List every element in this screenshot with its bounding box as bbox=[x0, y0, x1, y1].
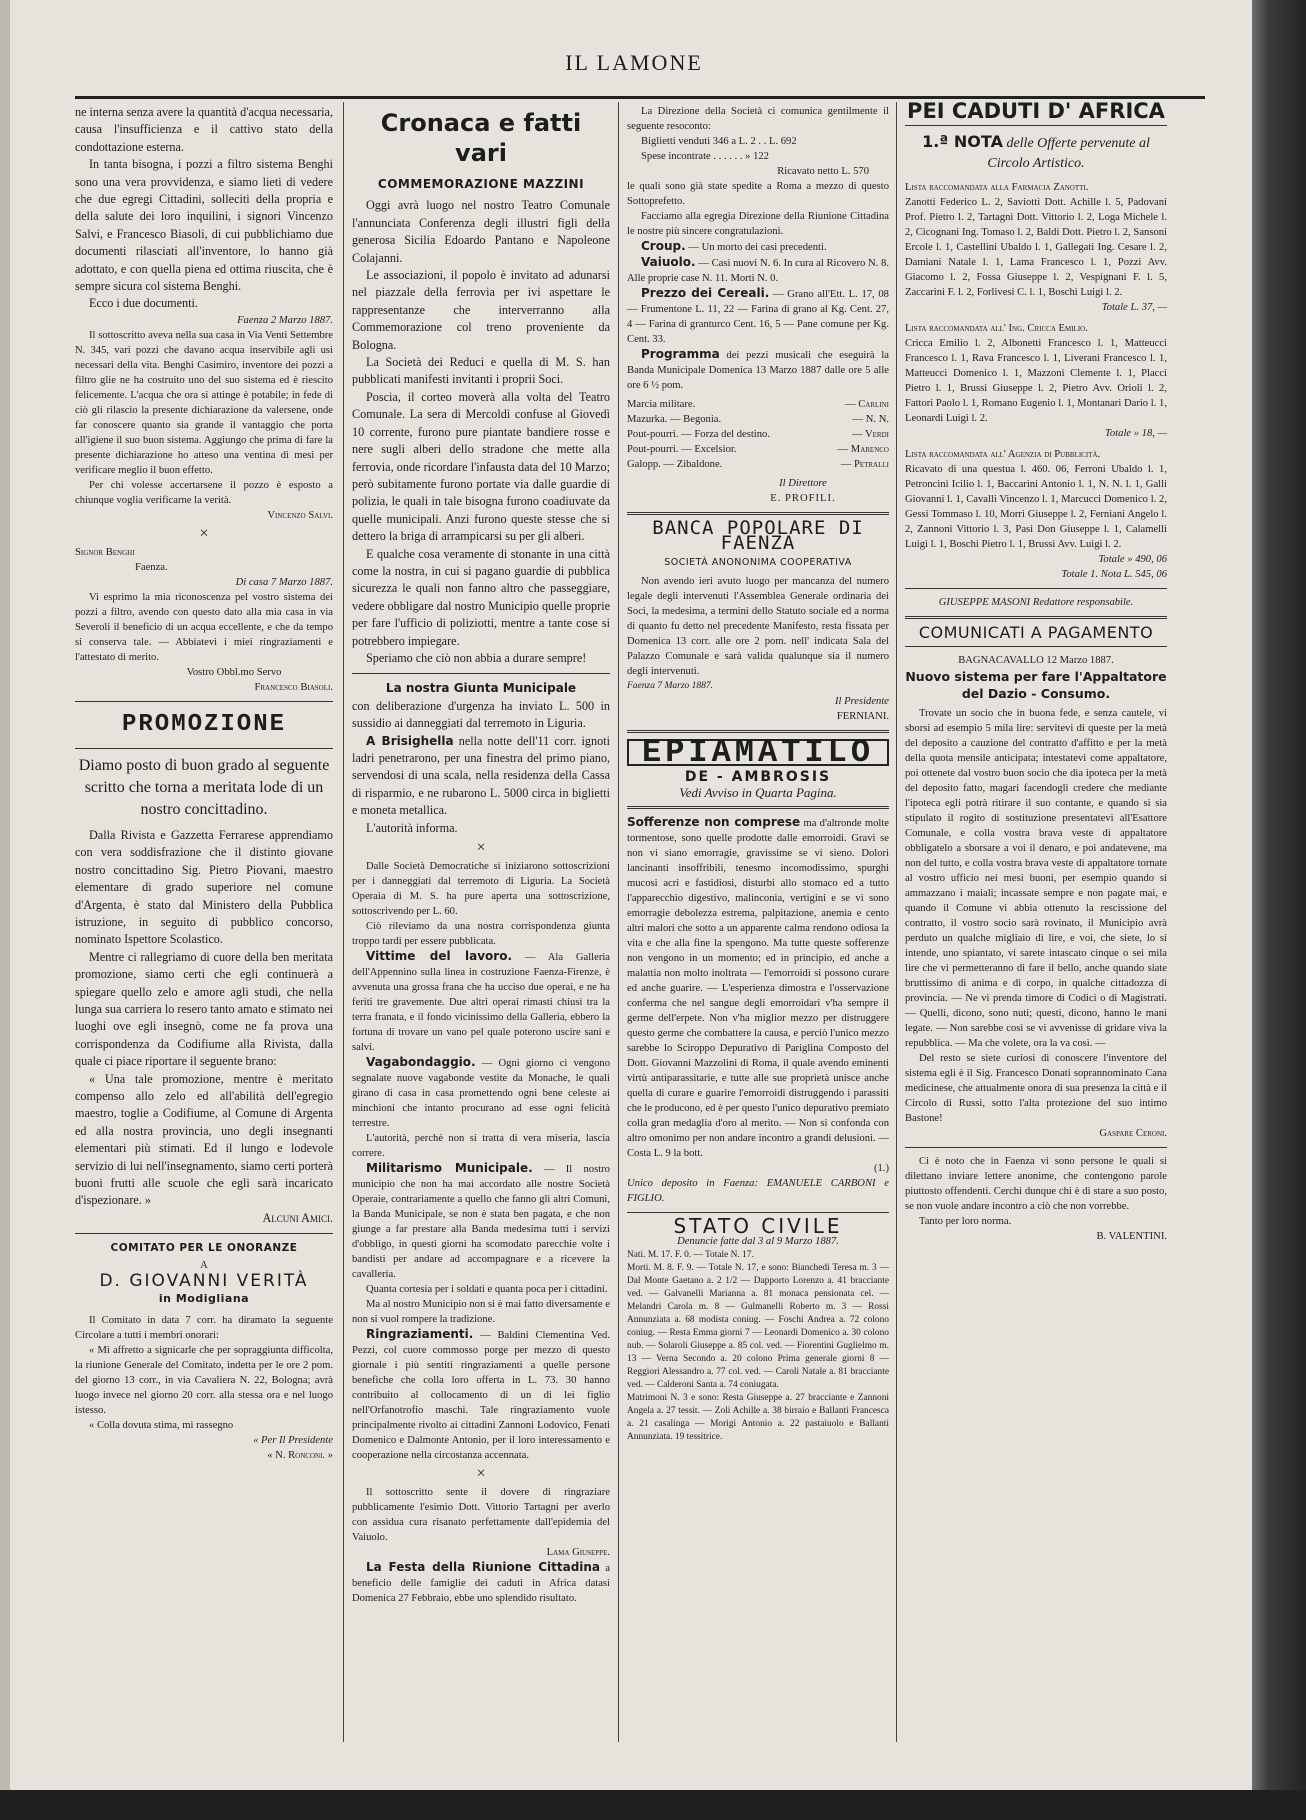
programma-piece: Mazurka. — Begonia. bbox=[627, 414, 722, 425]
programma-composer: — N. N. bbox=[852, 414, 889, 425]
programma-composer: — Marenco bbox=[837, 444, 889, 455]
section-rule bbox=[905, 616, 1167, 619]
promozione-heading: PROMOZIONE bbox=[121, 710, 287, 738]
column-1: ne interna senza avere la quantità d'acqua necessaria, causa l'insufficienza e il cattivo stato della condottazione esterna. In tanta bisogna, i pozzi a filtro sistema Benghi sono una vera provvidenza, e siamo lieti di vedere che due egregi Cittadini, solleciti della propria e della salute dei loro inquilini, i signori Vincenzo Salvi, e Francesco Biasoli, di cui pubblichiamo due documenti rilasciati all'inventore, lo hanno già adottato, e con quella piena ed ottima riuscita, che è sempre sicura col sistema Benghi. Ecco i due documenti. Faenza 2 Marzo 1887. Il sottoscritto aveva nella sua casa in Via Venti Settembre N. 345, vari pozzi che davano acqua inservibile agli usi necessari della vita. Benghi Casimiro, inventore dei pozzi a filtro glie ne ha costruito uno del suo sistema ed è riescito felicemente. L'acqua che ora si attinge è potabile; in fede di ciò gli rilascio la presente dichiarazione da valersene, onde far conoscere quanto sia grande il vantaggio che porta all'igiene il suo buon sistema. Aggiungo che prima di fare la presente dichiarazione ho atteso una ventina di mesi per verificare meglio il buon effetto. Per chi volesse accertarsene il pozzo è esposto a chiunque voglia verificarne la verità. Vincenzo Salvi. × Signor Benghi Faenza. Di casa 7 Marzo 1887. Vi esprimo la mia riconoscenza pel vostro sistema dei pozzi a filtro, avendo con questo dato alla mia casa in via Severoli il beneficio di un acqua eccellente, e che da tempo si conserva tale. — Abbiatevi i miei ringraziamenti e l'attestato di merito. Vostro Obbl.mo Servo Francesco Biasoli. PROMOZIONE Diamo posto di buon grado al seguente scritto che torna a meritata lode di un nostro concittadino. Dalla Rivista e Gazzetta Ferrarese apprendiamo con vera soddisfrazione che il distinto giovane nostro concittadino Sig. Pietro Piovani, maestro elementare di grado superiore nel comune d'Argenta, è stato dal Ministero della Pubblica istruzione, in seguito di pubblico concorso, nominato Ispettore Scolastico. Mentre ci rallegriamo di cuore della ben meritata promozione, siamo certi che egli continuerà a spiegare quello zelo e amore agli studi, che nella lunga sua carriera lo resero tanto amato e stimato nei luoghi ove egli insegnò, come ne fa prova una corrispondenza da Codifiume alla Rivista, dalla quale ci piace riportare il seguente brano: « Una tale promozione, mentre è meritato compenso allo zelo ed all'abilità dell'egregio maestro, toglie a Codifiume, al Comune di Argenta ed alla nostra provincia, uno degli insegnanti elementari più stimati. Ed il lungo e lodevole servizio di lui nell'insegnamento, siamo certi porterà buoni frutti alle scuole che egli sarà incaricato d'ispezionare. » Alcuni Amici. COMITATO PER LE ONORANZE A D. GIOVANNI VERITÀ in Modigliana Il Comitato in data 7 corr. ha diramato la seguente Circolare a tutti i membri onorari: « Mi affretto a signicarle che per sopraggiunta difficolta, la riunione Generale del Comitato, indetta per le ore 2 pom. del giorno 13 corr., in via Cavaliera N. 22, Bologna; avrà luogo invece nel giorno 20 corr. alla stessa ora e nel luogo istesso. « Colla dovuta stima, mi rassegno « Per Il Presidente « N. Ronconi. » bbox=[75, 105, 333, 1462]
signature: Vincenzo Salvi. bbox=[267, 509, 333, 521]
signature: Alcuni Amici. bbox=[262, 1210, 333, 1225]
separator-cross: × bbox=[476, 1465, 486, 1483]
section-rule bbox=[75, 748, 333, 749]
lista-1: Lista raccomandata alla Farmacia Zanotti. Zanotti Federico L. 2, Saviotti Dott. Achille l. 5, Padovani Prof. Pietro l. 2, Tartagni Dott. Vittorio l. 2, Loga Michele l. 2, Cicognani Ing. Tomaso l. 2, Baldi Dott. Pietro l. 2, Sansoni Ercole l. 1, Castellini Ubaldo l. 1, Gallegati Ing. Cesare l. 2, Damiani Natale l. 1, Lama Francesco l. 1, Pozzi Avv. Giacomo l. 2, Fossa Giuseppe l. 2, Vespignani F. l. 5, Zaccarini F. l. 2, Forlivesi C. l. 1, Boschi Luigi l. 2. Totale L. 37, — bbox=[905, 182, 1167, 313]
separator-cross: × bbox=[476, 839, 486, 857]
redattore-responsabile: GIUSEPPE MASONI Redattore responsabile. bbox=[938, 597, 1134, 608]
programma-list bbox=[627, 397, 889, 472]
document-1: Il sottoscritto aveva nella sua casa in Via Venti Settembre N. 345, vari pozzi che davano acqua inservibile agli usi necessari della vita. Benghi Casimiro, inventore dei pozzi a filtro glie ne ha costruito uno del suo sistema ed è riescito felicemente. L'acqua che ora si attinge è potabile; in fede di ciò gli rilascio la presente dichiarazione da valersene, onde far conoscere quanto sia grande il vantaggio che porta all'igiene il suo buon sistema. Aggiungo che prima di fare la presente dichiarazione ho atteso una ventina di mesi per verificare meglio il buon effetto. Per chi volesse accertarsene il pozzo è esposto a chiunque voglia verificarne la verità. bbox=[75, 329, 333, 506]
comitato-body: Il Comitato in data 7 corr. ha diramato la seguente Circolare a tutti i membri onorari: « Mi affretto a signicarle che per sopraggiunta difficolta, la riunione Generale del Comitato, indetta per le ore 2 pom. del giorno 13 corr., in via Cavaliera N. 22, Bologna; avrà luogo invece nel giorno 20 corr. alla stessa ora e nel luogo istesso. « Colla dovuta stima, mi rassegno « Per Il Presidente « N. Ronconi. » bbox=[75, 1315, 333, 1462]
document-2: Signor Benghi Faenza. Di casa 7 Marzo 1887. Vi esprimo la mia riconoscenza pel vostro sistema dei pozzi a filtro, avendo con questo dato alla mia casa in via Severoli il beneficio di un acqua eccellente, e che da tempo si conserva tale. — Abbiatevi i miei ringraziamenti e l'attestato di merito. Vostro Obbl.mo Servo Francesco Biasoli. bbox=[75, 546, 333, 693]
section-rule bbox=[75, 701, 333, 702]
banca-heading: BANCA POPOLARE DI FAENZA bbox=[652, 517, 864, 554]
section-rule bbox=[905, 125, 1167, 126]
article-continued: ne interna senza avere la quantità d'acqua necessaria, causa l'insufficienza e il cattivo stato della condottazione esterna. In tanta bisogna, i pozzi a filtro sistema Benghi sono una vera provvidenza, e siamo lieti di vedere che due egregi Cittadini, solleciti della propria e della salute dei loro inquilini, i signori Vincenzo Salvi, e Francesco Biasoli, di cui pubblichiamo due documenti rilasciati all'inventore, lo hanno già adottato, e con quella piena ed ottima riuscita, che è sempre sicura col sistema Benghi. Ecco i due documenti. bbox=[75, 105, 333, 311]
programma-composer: — Verdi bbox=[851, 429, 889, 440]
ringraziamenti-heading: Ringraziamenti. bbox=[366, 1327, 474, 1342]
programma-composer: — Carlini bbox=[844, 399, 889, 410]
programma-item bbox=[627, 442, 889, 457]
grand-total: Totale 1. Nota L. 545, 06 bbox=[1061, 569, 1167, 580]
section-rule bbox=[627, 730, 889, 733]
programma-item bbox=[627, 427, 889, 442]
comunicato-2-body: Ci è noto che in Faenza vi sono persone le quali si dilettano inviare lettere anonime, che contengono parole piuttosto offendenti. Cerchi dunque chi è di stare a suo posto, se non vuole andare incontro a ciò che non vorrebbe. Tanto per loro norma. B. VALENTINI. bbox=[905, 1156, 1167, 1242]
lista-2: Lista raccomandata all' Ing. Cricca Emilio. Cricca Emilio l. 2, Albonetti Francesco l. 1, Matteucci Francesco l. 1, Rava Francesco l. 1, Liverani Francesco l. 1, Matteucci Domenico l. 1, Mazzoni Clemente l. 1, Placci Pietro l. 1, Brussi Giuseppe l. 2, Pietro Avv. Orioli l. 2, Fattori Paolo l. 1, Romano Eugenio l. 1, Montanari Dario l. 1, Leonardi Luigi l. 2. Totale » 18, — bbox=[905, 323, 1167, 439]
programma-piece: Marcia militare. bbox=[627, 399, 696, 410]
promozione-lead: Diamo posto di buon grado al seguente scritto che torna a meritata lode di un nostro concittadino. bbox=[78, 756, 330, 818]
brisighella-heading: A Brisighella bbox=[366, 733, 454, 748]
resoconto-table: Biglietti venduti 346 a L. 2 . . L. 692 Spese incontrate . . . . . . » 122 Ricavato netto L. 570 bbox=[641, 136, 869, 177]
caduti-africa-heading: PEI CADUTI D' AFRICA bbox=[907, 99, 1165, 123]
mazzini-heading: COMMEMORAZIONE MAZZINI bbox=[377, 177, 585, 191]
epiamatilo-heading: EPIAMATILO bbox=[627, 739, 889, 766]
column-divider bbox=[618, 102, 619, 1742]
section-rule bbox=[75, 1233, 333, 1234]
section-rule bbox=[627, 512, 889, 515]
masthead: IL LAMONE bbox=[565, 50, 703, 75]
nuovo-sistema-heading: Nuovo sistema per fare l'Appaltatore del Dazio - Consumo. bbox=[905, 669, 1167, 701]
column-divider bbox=[343, 102, 344, 1742]
comitato-name: D. GIOVANNI VERITÀ bbox=[99, 1270, 309, 1291]
comitato-heading: COMITATO PER LE ONORANZE bbox=[110, 1242, 298, 1255]
comunicati-heading: COMUNICATI A PAGAMENTO bbox=[918, 623, 1154, 642]
section-rule bbox=[352, 673, 610, 674]
vittime-heading: Vittime del lavoro. bbox=[366, 949, 513, 964]
mazzini-article: Oggi avrà luogo nel nostro Teatro Comunale l'annunciata Conferenza degli illustri figli della generosa Sicilia Edoardo Pantano e Napoleone Colajanni. Le associazioni, il popolo è invitato ad adunarsi nel piazzale della ferrovia per ivi aspettare le rappresentanze che interverranno alla Commemorazione col treno proveniente da Bologna. La Società dei Reduci e quella di M. S. han pubblicati manifesti invitanti i proprii Soci. Poscia, il corteo moverà alla volta del Teatro Comunale. La sera di Mercoldì confuse al Giovedì 10 corrente, furono pure piantate bandiere rosse e nere sugli alberi dello stradone che mette alla ferrovia, onde ricordare l'infausta data del 10 Marzo; però subitamente furono portate via dalle guardie di polizia, le quali in tale bisogna furono coadiuvate da quelle municipali. Anzi furono queste stesse che si dettero la briga di arrampicarsi su per gli alberi. E qualche cosa veramente di stonante in una città come la nostra, in cui si pagano guardie di pubblica sicurezza le quali non fanno altro che passeggiare, vedere obbligare dal nostro Municipio quelle proprie per fare l'ufficio di poliziotti, mentre a tante cose si potrebbero impiegare. Speriamo che ciò non abbia a durare sempre! bbox=[352, 198, 610, 665]
comunicato-body: Trovate un socio che in buona fede, e senza cautele, vi sborsi ad esempio 5 mila lire: servitevi di queste per la metà del deposito a cauzione del contratto d'affitto e per la metà della quota mensile anticipata; intestatevi come appaltatore, poi ottenete dal vostro buon socio che dia ipoteca per la metà del deposito fatto, magari facendogli credere che mediante l'ipoteca egli potrà ritirare il suo contante, e quando si sia stipulato il rogito di sostituzione presentatevi all'Esattore Comunale, e colla vostra brava veste di appaltatore obbligatelo a sborsare a voi il denaro, e poi andatevene, ma non del tutto, e colla vostra brava veste di appaltatore tornate al vostro ufficio nei mesi buoni, per esempio quando si ammazzano i maiali; incassate sempre e non pagate mai, e quando il Comune vi abbia ottenuto la rescissione del contratto, il vostro socio sarà rovinato, il Municipio avrà perduto un qualche migliaio di lire, e voi, che siete, lo si intende, uno spiantato, vi sarete intascato cinque o sei mila lire che vi permetteranno di fare il bello, anche quando siate bruttissimo di anima e di corpo, in qualche cittadozza di provincia. — Ne vi prenda timore di Codici o di Magistrati. — Quelli, dicono, sono nuti; questi, dicono, hanno le mani legate. — Non sarebbe così se vi avvenisse di gridare viva la repubblica. — Ma che volete, ora la va così. — Del resto se siete curiosi di conoscere l'inventore del sistema egli è il Sig. Francesco Donati soprannominato Cana medicinese, che attualmente onora di sua presenza la città e il Circolo di Russi, sotto l'alta protezione del suo intimo Bastone! Gaspare Ceroni. bbox=[905, 708, 1167, 1139]
column-divider bbox=[896, 102, 897, 1742]
binding-edge bbox=[0, 0, 10, 1790]
section-rule bbox=[905, 1147, 1167, 1148]
document-date: Faenza 2 Marzo 1887. bbox=[237, 314, 333, 326]
column-4: PEI CADUTI D' AFRICA 1.ª NOTA delle Offerte pervenute al Circolo Artistico. Lista raccomandata alla Farmacia Zanotti. Zanotti Federico L. 2, Saviotti Dott. Achille l. 5, Padovani Prof. Pietro l. 2, Tartagni Dott. Vittorio l. 2, Loga Michele l. 2, Cicognani Ing. Tomaso l. 2, Baldi Dott. Pietro l. 2, Sansoni Ercole l. 1, Castellini Ubaldo l. 1, Gallegati Ing. Cesare l. 2, Damiani Natale l. 1, Lama Francesco l. 1, Pozzi Avv. Giacomo l. 2, Fossa Giuseppe l. 2, Vespignani F. l. 5, Zaccarini F. l. 2, Forlivesi C. l. 1, Boschi Luigi l. 2. Totale L. 37, — Lista raccomandata all' Ing. Cricca Emilio. Cricca Emilio l. 2, Albonetti Francesco l. 1, Matteucci Francesco l. 1, Rava Francesco l. 1, Liverani Francesco l. 1, Matteucci Domenico l. 1, Mazzoni Clemente l. 1, Placci Pietro l. 1, Brussi Giuseppe l. 2, Pietro Avv. Orioli l. 2, Fattori Paolo l. 1, Romano Eugenio l. 1, Montanari Dario l. 1, Leonardi Luigi l. 2. Totale » 18, — Lista raccomandata all' Agenzia di Pubblicità. Ricavato di una questua l. 460. 06, Ferroni Ubaldo l. 1, Petroncini Icilio l. 1, Baccarini Antonio l. 1, N. N. l. 1, Galli Giovanni l. 1, Cavalli Vincenzo l. 1, Marcucci Domenico l. 2, Gessi Tommaso l. 10, Morri Giuseppe l. 2, Ferniani Angelo l. 2, Zannoni Vittorio l. 3, Pasi Don Giuseppe l. 1, Calamelli Luigi l. 1, Boschi Pietro l. 1, Brussi Avv. Luigi l. 2. Totale » 490, 06 Totale 1. Nota L. 545, 06 GIUSEPPE MASONI Redattore responsabile. COMUNICATI A PAGAMENTO BAGNACAVALLO 12 Marzo 1887. Nuovo sistema per fare l'Appaltatore del Dazio - Consumo. Trovate un socio che in buona fede, e senza cautele, vi sborsi ad esempio 5 mila lire: servitevi di queste per la metà del deposito a cauzione del contratto d'affitto e per la metà della quota mensile anticipata; intestatevi come appaltatore, poi ottenete dal vostro buon socio che dia ipoteca per la metà del deposito fatto, magari facendogli credere che mediante l'ipoteca egli potrà ritirare il suo contante, e quando si sia stipulato il rogito di sostituzione presentatevi all'Esattore Comunale, e colla vostra brava veste di appaltatore obbligatelo a sborsare a voi il denaro, e poi andatevene, ma non del tutto, e colla vostra brava veste di appaltatore tornate al vostro ufficio nei mesi buoni, per esempio quando si ammazzano i maiali; incassate sempre e non pagate mai, e quando il Comune vi abbia ottenuto la rescissione del contratto, il vostro socio sarà rovinato, il Municipio avrà perduto un qualche migliaio di lire, e voi, che siete, lo si intende, uno spiantato, vi sarete intascato cinque o sei mila lire che vi permetteranno di fare il bello, anche quando siate bruttissimo di anima e di corpo, in qualche cittadozza di provincia. — Ne vi prenda timore di Codici o di Magistrati. — Quelli, dicono, sono nuti; questi, dicono, hanno le mani legate. — Non sarebbe così se vi avvenisse di gridare viva la repubblica. — Ma che volete, ora la va così. — Del resto se siete curiosi di conoscere l'inventore del sistema egli è il Sig. Francesco Donati soprannominato Cana medicinese, che attualmente onora di sua presenza la città e il Circolo di Russi, sotto l'alta protezione del suo intimo Bastone! Gaspare Ceroni. Ci è noto che in Faenza vi sono persone le quali si dilettano inviare lettere anonime, che contengono parole piuttosto offendenti. Cerchi dunque chi è di stare a suo posto, se non vuole andare incontro a ciò che non vorrebbe. Tanto per loro norma. B. VALENTINI. bbox=[905, 99, 1167, 1242]
scan-edge bbox=[1252, 0, 1306, 1820]
festa-heading: La Festa della Riunione Cittadina bbox=[366, 1560, 601, 1575]
giunta-heading: La nostra Giunta Municipale bbox=[385, 681, 577, 696]
programma-piece: Galopp. — Zibaldone. bbox=[627, 459, 723, 470]
programma-piece: Pout-pourri. — Excelsior. bbox=[627, 444, 737, 455]
section-rule bbox=[905, 646, 1167, 647]
section-rule bbox=[627, 1212, 889, 1213]
programma-item bbox=[627, 457, 889, 472]
stato-civile-body: Nati. M. 17. F. 0. — Totale N. 17. Morti. M. 8. F. 9. — Totale N. 17, e sono: Bianchedi Teresa m. 3 — Dal Monte Gaetano a. 2 1/2 — Dapporto Lorenzo a. 41 bracciante ved. — Galvanelli Marianna a. 81 monaca pensionata cel. — Melandri Carola m. 8 — Gulmanelli Roberto m. 3 — Rossi Annunziata a. 68 modista coniug. — Foschi Andrea a. 72 colono coniug. — Resta Emma giorni 7 — Leonardi Domenico a. 30 colono nub. — Solaroli Giuseppe a. 85 col. ved. — Fiorentini Guglielmo m. 13 — Verna Secondo a. 20 colono Prima generale giorni 8 — Reggiori Alessandro a. 77 col. ved. — Caroli Natale a. 81 bracciante ved. — Calderoni Santa a. 74 coniugata. Matrimoni N. 3 e sono: Resta Giuseppe a. 27 bracciante e Zannoni Angela a. 27 tessit. — Zoli Achille a. 38 birraio e Ballanti Francesca a. 21 casalinga — Morigi Antonio a. 22 pastaiuolo e Ballanti Annunziata. 19 tessitrice. bbox=[627, 1250, 889, 1442]
programma-item bbox=[627, 412, 889, 427]
cronaca-heading: Cronaca e fatti vari bbox=[380, 109, 582, 167]
section-rule bbox=[627, 806, 889, 809]
stato-civile-heading: STATO CIVILE bbox=[673, 1214, 843, 1238]
promozione-body: Dalla Rivista e Gazzetta Ferrarese apprendiamo con vera soddisfrazione che il distinto giovane nostro concittadino Sig. Pietro Piovani, maestro elementare di grado superiore nel comune d'Argenta, è stato dal Ministero della Pubblica istruzione, in seguito di pubblico concorso, nominato Ispettore Scolastico. Mentre ci rallegriamo di cuore della ben meritata promozione, siamo certi che egli continuerà a spiegare quello zelo e amore agli studi, che nella lunga sua carriera lo resero tanto amato e stimato nei luoghi ove egli insegnò, come ne fa prova una corrispondenza da Codifiume alla Rivista, dalla quale ci piace riportare il seguente brano: « Una tale promozione, mentre è meritato compenso allo zelo ed all'abilità dell'egregio maestro, toglie a Codifiume, al Comune di Argenta ed alla nostra provincia, uno degli insegnanti elementari più stimati. Ed il lungo e lodevole servizio di lui nell'insegnamento, siamo certi porterà buoni frutti alle scuole che egli sarà incaricato d'ispezionare. » bbox=[75, 827, 333, 1208]
sottoscrizione-article: Dalle Società Democratiche si iniziarono sottoscrizioni per i danneggiati dal terremoto di Liguria. La Società Operaia di M. S. ha pure aperta una sottoscrizione, sottoscrivendo per L. 60. Ciò rileviamo da una nostra corrispondenza giunta troppo tardi per essere pubblicata. bbox=[352, 861, 610, 948]
column-3: La Direzione della Società ci comunica gentilmente il seguente resoconto: Biglietti venduti 346 a L. 2 . . L. 692 Spese incontrate . . . . . . » 122 Ricavato netto L. 570 le quali sono già state spedite a Roma a mezzo di questo Sottoprefetto. Facciamo alla egregia Direzione della Riunione Cittadina le nostre più sincere congratulazioni. Croup. — Un morto dei casi precedenti. Vaiuolo. — Casi nuovi N. 6. In cura al Ricovero N. 8. Alle proprie case N. 11. Morti N. 0. Prezzo dei Cereali. — Grano all'Ett. L. 17, 08 — Frumentone L. 11, 22 — Farina di grano al Kg. Cent. 27, 4 — Farina di granturco Cent. 16, 5 — Pane comune per Kg. Cent. 33. Programma dei pezzi musicali che eseguirà la Banda Municipale Domenica 13 Marzo 1887 dalle ore 5 alle ore 6 ½ pom. Marcia militare. — Carlini Mazurka. — Begonia. — N. N. Pout-pourri. — Forza del destino. — Verdi Pout-pourri. — Excelsior. — Marenco Galopp. — Zibaldone. — Petralli Il Direttore E. PROFILI. BANCA POPOLARE DI FAENZA SOCIETÀ ANONONIMA COOPERATIVA Non avendo ieri avuto luogo per mancanza del numero legale degli intervenuti l'Assemblea Generale ordinaria dei Soci, la medesima, a termini dello Statuto sociale ed a norma di quanto fu detto nel precedente Manifesto, resta fissata per Domenica 13 corr. alle ore 2 pom. nell' indicata Sala del Palazzo Comunale e sarà valida qualunque sia il numero degli intervenuti. Faenza 7 Marzo 1887. Il Presidente FERNIANI. EPIAMATILO DE - AMBROSIS Vedi Avviso in Quarta Pagina. Sofferenze non comprese ma d'altronde molte tormentose, sono quelle prodotte dalle emorroidi. Gravi se non vi siano emorragie, gravissime se vi sieno. Dolori lancinanti insoffribili, tenesmo incomodissimo, spurghi mucosi acri e fastidiosi, disturbi allo stomaco ed a tutto l'apparecchio digestivo, malinconia, vertigini e se vi sono emorragie debolezza estrema, palpitazione, anemia e cento altri malori che sotto a un apparente calma rendono odiosa la vita e che alla fine la spengono. Ma tutte queste sofferenze non vengono in un momento; ed in principio, ed anche a malattia non molto inoltrata — l'emorroidi si possono curare ed anche guarire. — L'esperienza dimostra e l'osservazione conferma che nel sangue degli emorroidari v'ha sempre il germe dell'erpete. Non v'ha miglior mezzo per distruggere questo germe che combattere la causa, e perciò l'unico mezzo sarebbe lo Sciroppo Depurativo di Pariglina Composto del Dott. Giovanni Mazzolini di Roma, il quale avendo eminenti virtù antiparassitarie, e tutte alle sue proprietà unisce anche quella di curare e guarire l'emorroidi distruggendo i parassiti che le producono, ed è per questo l'unico depurativo premiato colla gran medaglia d'oro al merito. — Non si confonda con altro omonimo per non andare incontro a grandi delusioni. — Costa L. 9 la bott. (1.) Unico deposito in Faenza: EMANUELE CARBONI e FIGLIO. STATO CIVILE Denuncie fatte dal 3 al 9 Marzo 1887. Nati. M. 17. F. 0. — Totale N. 17. Morti. M. 8. F. 9. — Totale N. 17, e sono: Bianchedi Teresa m. 3 — Dal Monte Gaetano a. 2 1/2 — Dapporto Lorenzo a. 41 bracciante ved. — Galvanelli Marianna a. 81 monaca pensionata cel. — Melandri Carola m. 8 — Gulmanelli Roberto m. 3 — Rossi Annunziata a. 68 modista coniug. — Foschi Andrea a. 72 colono coniug. — Resta Emma giorni 7 — Leonardi Domenico a. 30 colono nub. — Solaroli Giuseppe a. 85 col. ved. — Fiorentini Guglielmo m. 13 — Verna Secondo a. 20 colono Prima generale giorni 8 — Reggiori Alessandro a. 77 col. ved. — Caroli Natale a. 81 bracciante ved. — Calderoni Santa a. 74 coniugata. Matrimoni N. 3 e sono: Resta Giuseppe a. 27 bracciante e Zannoni Angela a. 27 tessit. — Zoli Achille a. 38 birraio e Ballanti Francesca a. 21 casalinga — Morigi Antonio a. 22 pastaiuolo e Ballanti Annunziata. 19 tessitrice. bbox=[627, 106, 889, 1442]
sofferenze-heading: Sofferenze non comprese bbox=[627, 815, 801, 829]
brevi-articles: Vittime del lavoro. — Ala Galleria dell'Appennino sulla linea in costruzione Faenza-Firenze, è avvenuta una grossa frana che ha ucciso due operai, e ne ha feriti tre gravemente. Due altri operai rimasti chiusi tra la terra franata, e il fondo vicinissimo della Galleria, ebbero la fortuna di trovare un vano pel quale poterono uscire sani e salvi. Vagabondaggio. — Ogni giorno ci vengono segnalate nuove vagabonde vestite da Monache, le quali girano di casa in casa promettendo ogni bene celeste ai minchioni che intanto procurano ad esse ogni felicità terrestre. L'autorità, perchè non si tratta di vera miseria, lascia correre. Militarismo Municipale. — Il nostro municipio che non ha mai accordato alle nostre Società Operaie, contrariamente a quello che fanno gli altri Comuni, la Banda Municipale, se non è stata ben pagata, e che non giunge a far prestare alla Banda medesima tutti i servizi d'obbligo, in questi giorni ha scomodato parecchie volte i bandisti per andare ad accompagnare e a ricevere la cavalleria. Quanta cortesia per i soldati e quanta poca per i cittadini. Ma al nostro Municipio non si è mai fatto diversamente e non si vuol rompere la tradizione. Ringraziamenti. — Baldini Clementina Ved. Pezzi, col cuore commosso porge per mezzo di questo giornale i più sentiti ringraziamenti a quelle persone benefiche che colla loro offerta in L. 73. 30 hanno contribuito al collocamento di un di lei figlio nell'Orfanotrofio maschi. Tale ringraziamento vuole principalmente rivolto ai cittadini Zannoni Lodovico, Fenati Domenico e Dalmonte Antonio, per il loro interessamento e cooperazione nella circostanza accennata. bbox=[352, 949, 611, 1462]
scan-edge bbox=[0, 1790, 1306, 1820]
militarismo-heading: Militarismo Municipale. bbox=[366, 1161, 533, 1176]
banca-body: Non avendo ieri avuto luogo per mancanza del numero legale degli intervenuti l'Assemblea Generale ordinaria dei Soci, la medesima, a termini dello Statuto sociale ed a norma di quanto fu detto nel precedente Manifesto, resta fissata per Domenica 13 corr. alle ore 2 pom. nell' indicata Sala del Palazzo Comunale e sarà valida qualunque sia il numero degli intervenuti. bbox=[627, 576, 889, 677]
section-rule bbox=[905, 588, 1167, 589]
lista-3: Lista raccomandata all' Agenzia di Pubblicità. Ricavato di una questua l. 460. 06, Ferroni Ubaldo l. 1, Petroncini Icilio l. 1, Baccarini Antonio l. 1, N. N. l. 1, Galli Giovanni l. 1, Cavalli Vincenzo l. 1, Marcucci Domenico l. 2, Gessi Tommaso l. 10, Morri Giuseppe l. 2, Ferniani Angelo l. 2, Zannoni Vittorio l. 3, Pasi Don Giuseppe l. 1, Calamelli Luigi l. 1, Boschi Pietro l. 1, Brussi Avv. Luigi l. 2. Totale » 490, 06 bbox=[905, 449, 1167, 565]
programma-composer: — Petralli bbox=[840, 459, 889, 470]
column-2: Cronaca e fatti vari COMMEMORAZIONE MAZZINI Oggi avrà luogo nel nostro Teatro Comunale l'annunciata Conferenza degli illustri figli della generosa Sicilia Edoardo Pantano e Napoleone Colajanni. Le associazioni, il popolo è invitato ad adunarsi nel piazzale della ferrovia per ivi aspettare le rappresentanze che interverranno alla Commemorazione col treno proveniente da Bologna. La Società dei Reduci e quella di M. S. han pubblicati manifesti invitanti i proprii Soci. Poscia, il corteo moverà alla volta del Teatro Comunale. La sera di Mercoldì confuse al Giovedì 10 corrente, furono pure piantate bandiere rosse e nere sugli alberi dello stradone che mette alla ferrovia, onde ricordare l'infausta data del 10 Marzo; però subitamente furono portate via dalle guardie di polizia, le quali in tale bisogna furono coadiuvate da quelle municipali. Anzi furono queste stesse che si dettero la briga di arrampicarsi su per gli alberi. E qualche cosa veramente di stonante in una città come la nostra, in cui si pagano guardie di pubblica sicurezza le quali non fanno altro che passeggiare, vedere obbligare dal nostro Municipio quelle proprie per fare l'ufficio di poliziotti, mentre a tante cose si potrebbero impiegare. Speriamo che ciò non abbia a durare sempre! La nostra Giunta Municipale con deliberazione d'urgenza ha inviato L. 500 in sussidio ai danneggiati dal terremoto in Liguria. A Brisighella nella notte dell'11 corr. ignoti ladri penetrarono, per una finestra del primo piano, servendosi di una scala, nella residenza della Cassa di risparmio, e ne rubarono L. 5000 circa in biglietti e moneta metallica. L'autorità informa. × Dalle Società Democratiche si iniziarono sottoscrizioni per i danneggiati dal terremoto di Liguria. La Società Operaia di M. S. ha pure aperta una sottoscrizione, sottoscrivendo per L. 60. Ciò rileviamo da una nostra corrispondenza giunta troppo tardi per essere pubblicata. Vittime del lavoro. — Ala Galleria dell'Appennino sulla linea in costruzione Faenza-Firenze, è avvenuta una grossa frana che ha ucciso due operai, e ne ha feriti tre gravemente. Due altri operai rimasti chiusi tra la terra franata, e il fondo vicinissimo della Galleria, ebbero la fortuna di trovare un vano pel quale poterono uscire sani e salvi. Vagabondaggio. — Ogni giorno ci vengono segnalate nuove vagabonde vestite da Monache, le quali girano di casa in casa promettendo ogni bene celeste ai minchioni che intanto procurano ad esse ogni felicità terrestre. L'autorità, perchè non si tratta di vera miseria, lascia correre. Militarismo Municipale. — Il nostro municipio che non ha mai accordato alle nostre Società Operaie, contrariamente a quello che fanno gli altri Comuni, la Banda Municipale, se non è stata ben pagata, e che non giunge a far prestare alla Banda medesima tutti i servizi d'obbligo, in questi giorni ha scomodato parecchie volte i bandisti per andare ad accompagnare e a ricevere la cavalleria. Quanta cortesia per i soldati e quanta poca per i cittadini. Ma al nostro Municipio non si è mai fatto diversamente e non si vuol rompere la tradizione. Ringraziamenti. — Baldini Clementina Ved. Pezzi, col cuore commosso porge per mezzo di questo giornale i più sentiti ringraziamenti a quelle persone benefiche che colla loro offerta in L. 73. 30 hanno contribuito al collocamento di un di lei figlio nell'Orfanotrofio maschi. Tale ringraziamento vuole principalmente rivolto ai cittadini Zannoni Lodovico, Fenati Domenico e Dalmonte Antonio, per il loro interessamento e cooperazione nella circostanza accennata. × Il sottoscritto sente il dovere di ringraziare pubblicamente l'esimio Dott. Vittorio Tartagni per averlo con assidua cura risanato perfettamente dall'epidemia del Vaiuolo. Lama Giuseppe. La Festa della Riunione Cittadina a beneficio delle famiglie dei caduti in Africa datasi Domenica 27 Febbraio, ebbe uno splendido risultato. bbox=[352, 104, 610, 1606]
programma-piece: Pout-pourri. — Forza del destino. bbox=[627, 429, 770, 440]
programma-item bbox=[627, 397, 889, 412]
vagabondaggio-heading: Vagabondaggio. bbox=[366, 1055, 476, 1070]
separator-cross: × bbox=[199, 524, 209, 542]
